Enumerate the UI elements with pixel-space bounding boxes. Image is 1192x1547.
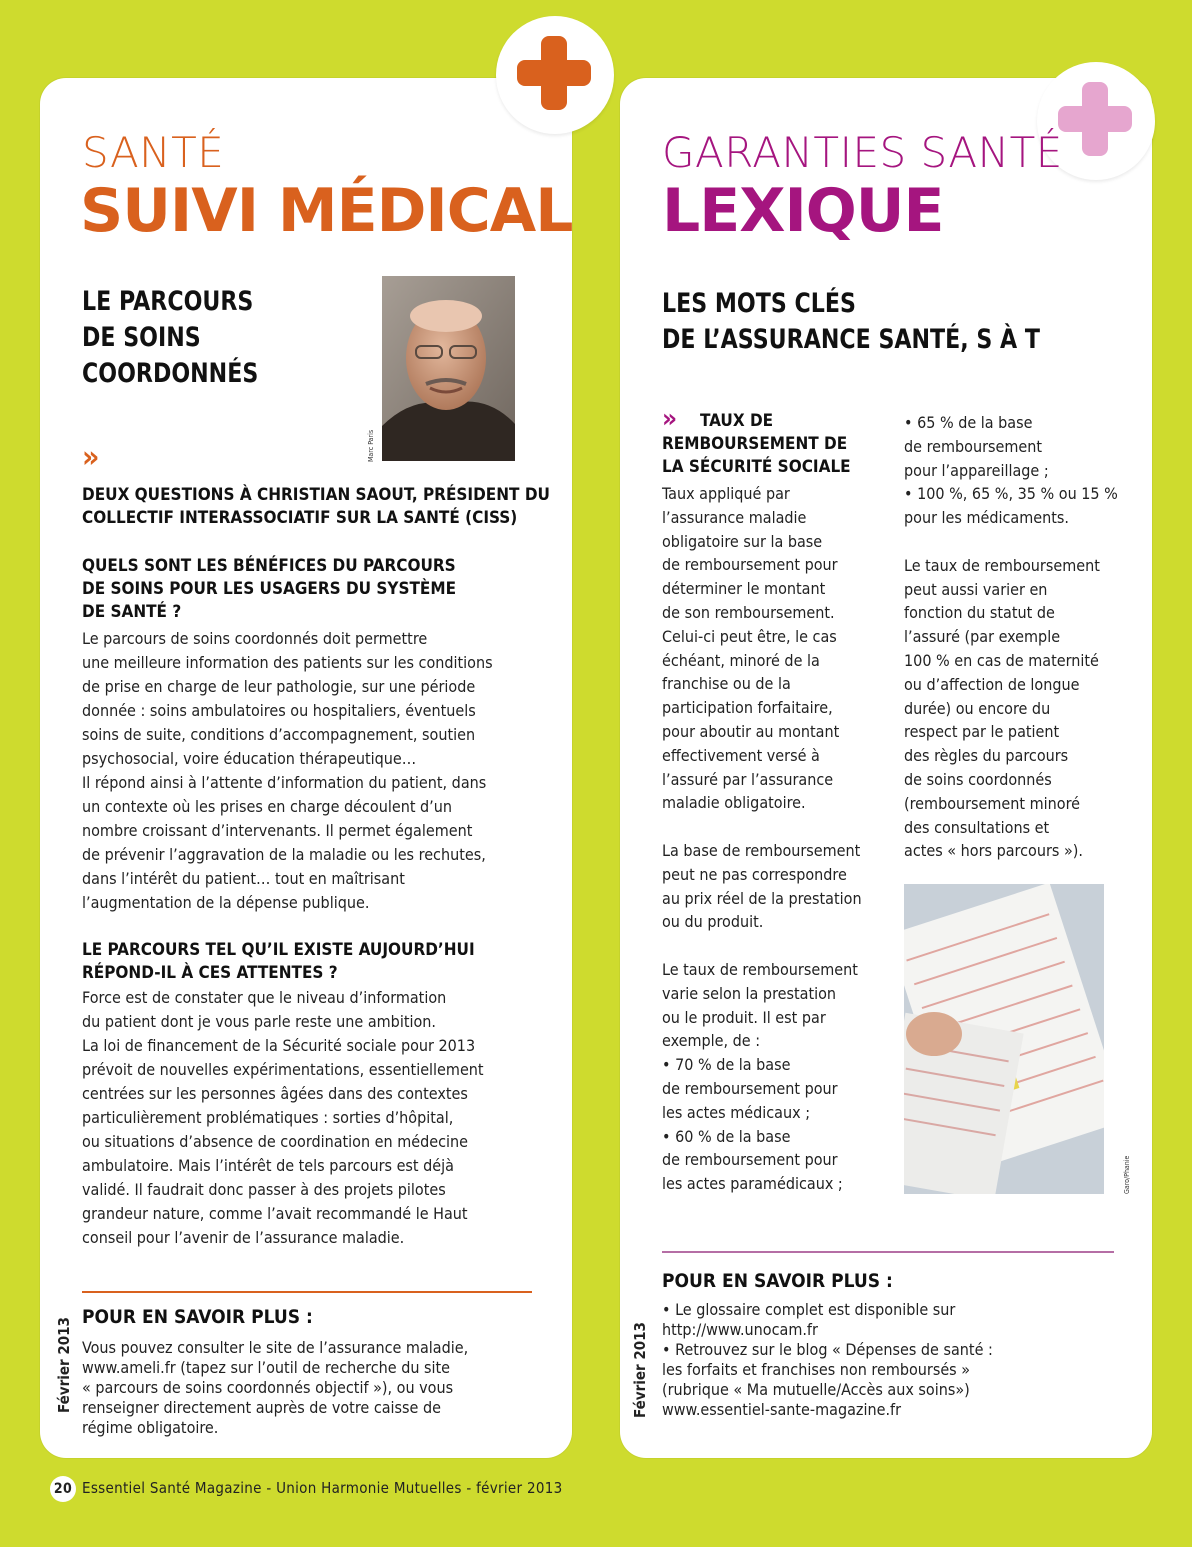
divider-rule: [662, 1251, 1114, 1253]
footer-text: Essentiel Santé Magazine - Union Harmonie Mutuelles - février 2013: [82, 1479, 563, 1497]
plus-bubble-left: [496, 16, 614, 134]
forms-image: [904, 884, 1104, 1194]
subtitle-line: LE PARCOURS: [82, 286, 254, 317]
more-info-title: POUR EN SAVOIR PLUS :: [662, 1270, 893, 1292]
chevron-icon: »: [662, 404, 672, 434]
question-1: QUELS SONT LES BÉNÉFICES DU PARCOURS DE SOINS POUR LES USAGERS DU SYSTÈME DE SANTÉ ?: [82, 556, 457, 622]
portrait-photo: [382, 276, 515, 461]
plus-icon-vertical: [1082, 82, 1108, 156]
article-subtitle: [662, 286, 1040, 358]
answer-2: Force est de constater que le niveau d’information du patient dont je vous parle reste une ambition. La loi de financement de la Sécurité sociale pour 2013 prévoit de nouvelles expérimentations, essentiellement centrées sur les personnes âgées dans des contextes particulièrement problématiques : sorties d’hôpital, ou situations d’absence de coordination en médecine ambulatoire. Mais l’intérêt de tels parcours est déjà validé. Il faudrait donc passer à des projets pilotes grandeur nature, comme l’avait recommandé le Haut conseil pour l’avenir de l’assurance maladie.: [82, 988, 484, 1247]
answer-1: Le parcours de soins coordonnés doit permettre une meilleure information des patients sur les conditions de prise en charge de leur pathologie, sur une période donnée : soins ambulatoires ou hospitaliers, éventuels soins de suite, conditions d’accompagnement, soutien psychosocial, voire éducation thérapeutique… Il répond ainsi à l’attente d’information du patient, dans un contexte où les prises en charge découlent d’un nombre croissant d’intervenants. Il permet également de prévenir l’aggravation de la maladie ou les rechutes, dans l’intérêt du patient… tout en maîtrisant l’augmentation de la dépense publique.: [82, 629, 493, 912]
subtitle-line: DE L’ASSURANCE SANTÉ, S À T: [662, 324, 1040, 355]
issue-date: Février 2013: [631, 1322, 649, 1418]
subtitle-line: LES MOTS CLÉS: [662, 288, 856, 319]
page-title: LEXIQUE: [662, 176, 944, 246]
subtitle-line: DE SOINS: [82, 322, 201, 353]
category-label: SANTÉ: [82, 128, 225, 177]
term-heading: TAUX DE REMBOURSEMENT DE LA SÉCURITÉ SOCIALE: [662, 411, 851, 477]
portrait-image: [382, 276, 515, 461]
page-footer: [50, 1476, 563, 1502]
intro-text: DEUX QUESTIONS À CHRISTIAN SAOUT, PRÉSIDENT DU COLLECTIF INTERASSOCIATIF SUR LA SANTÉ (CISS): [82, 485, 550, 528]
plus-icon-vertical: [541, 36, 567, 110]
more-info-body: Vous pouvez consulter le site de l’assurance maladie, www.ameli.fr (tapez sur l’outil de recherche du site « parcours de soins coordonnés objectif »), ou vous renseigner directement auprès de votre caisse de régime obligatoire.: [82, 1338, 469, 1437]
chevron-icon: »: [82, 440, 94, 475]
issue-date: Février 2013: [55, 1317, 73, 1413]
term-definition-col2: • 65 % de la base de remboursement pour l’appareillage ; • 100 %, 65 %, 35 % ou 15 % pour les médicaments. Le taux de remboursement peut aussi varier en fonction du statut de l’assuré (par exemple 100 % en cas de maternité ou d’affection de longue durée) ou encore du respect par le patient des règles du parcours de soins coordonnés (remboursement minoré des consultations et actes « hors parcours »).: [904, 413, 1118, 861]
subtitle-line: COORDONNÉS: [82, 358, 259, 389]
more-info-body: • Le glossaire complet est disponible sur http://www.unocam.fr • Retrouvez sur le blog « Dépenses de santé : les forfaits et franchises non remboursés » (rubrique « Ma mutuelle/Accès aux soins») www.essentiel-sante-magazine.fr: [662, 1300, 993, 1419]
photo-credit: Marc Paris: [367, 429, 375, 462]
page-number: 20: [50, 1476, 76, 1502]
article-subtitle: [82, 284, 258, 392]
photo-credit: Garo/Phanie: [1123, 1155, 1131, 1194]
term-definition-col1: Taux appliqué par l’assurance maladie obligatoire sur la base de remboursement pour déterminer le montant de son remboursement. Celui-ci peut être, le cas échéant, minoré de la franchise ou de la participation forfaitaire, pour aboutir au montant effectivement versé à l’assuré par l’assurance maladie obligatoire. La base de remboursement peut ne pas correspondre au prix réel de la prestation ou du produit. Le taux de remboursement varie selon la prestation ou le produit. Il est par exemple, de : • 70 % de la base de remboursement pour les actes médicaux ; • 60 % de la base de remboursement pour les actes paramédicaux ;: [662, 484, 862, 1194]
question-2: LE PARCOURS TEL QU’IL EXISTE AUJOURD’HUI RÉPOND-IL À CES ATTENTES ?: [82, 940, 475, 983]
forms-photo: [904, 884, 1104, 1194]
category-label: GARANTIES SANTÉ: [662, 128, 1063, 177]
divider-rule: [82, 1291, 532, 1293]
page-title: SUIVI MÉDICAL: [80, 176, 573, 246]
more-info-title: POUR EN SAVOIR PLUS :: [82, 1306, 313, 1328]
